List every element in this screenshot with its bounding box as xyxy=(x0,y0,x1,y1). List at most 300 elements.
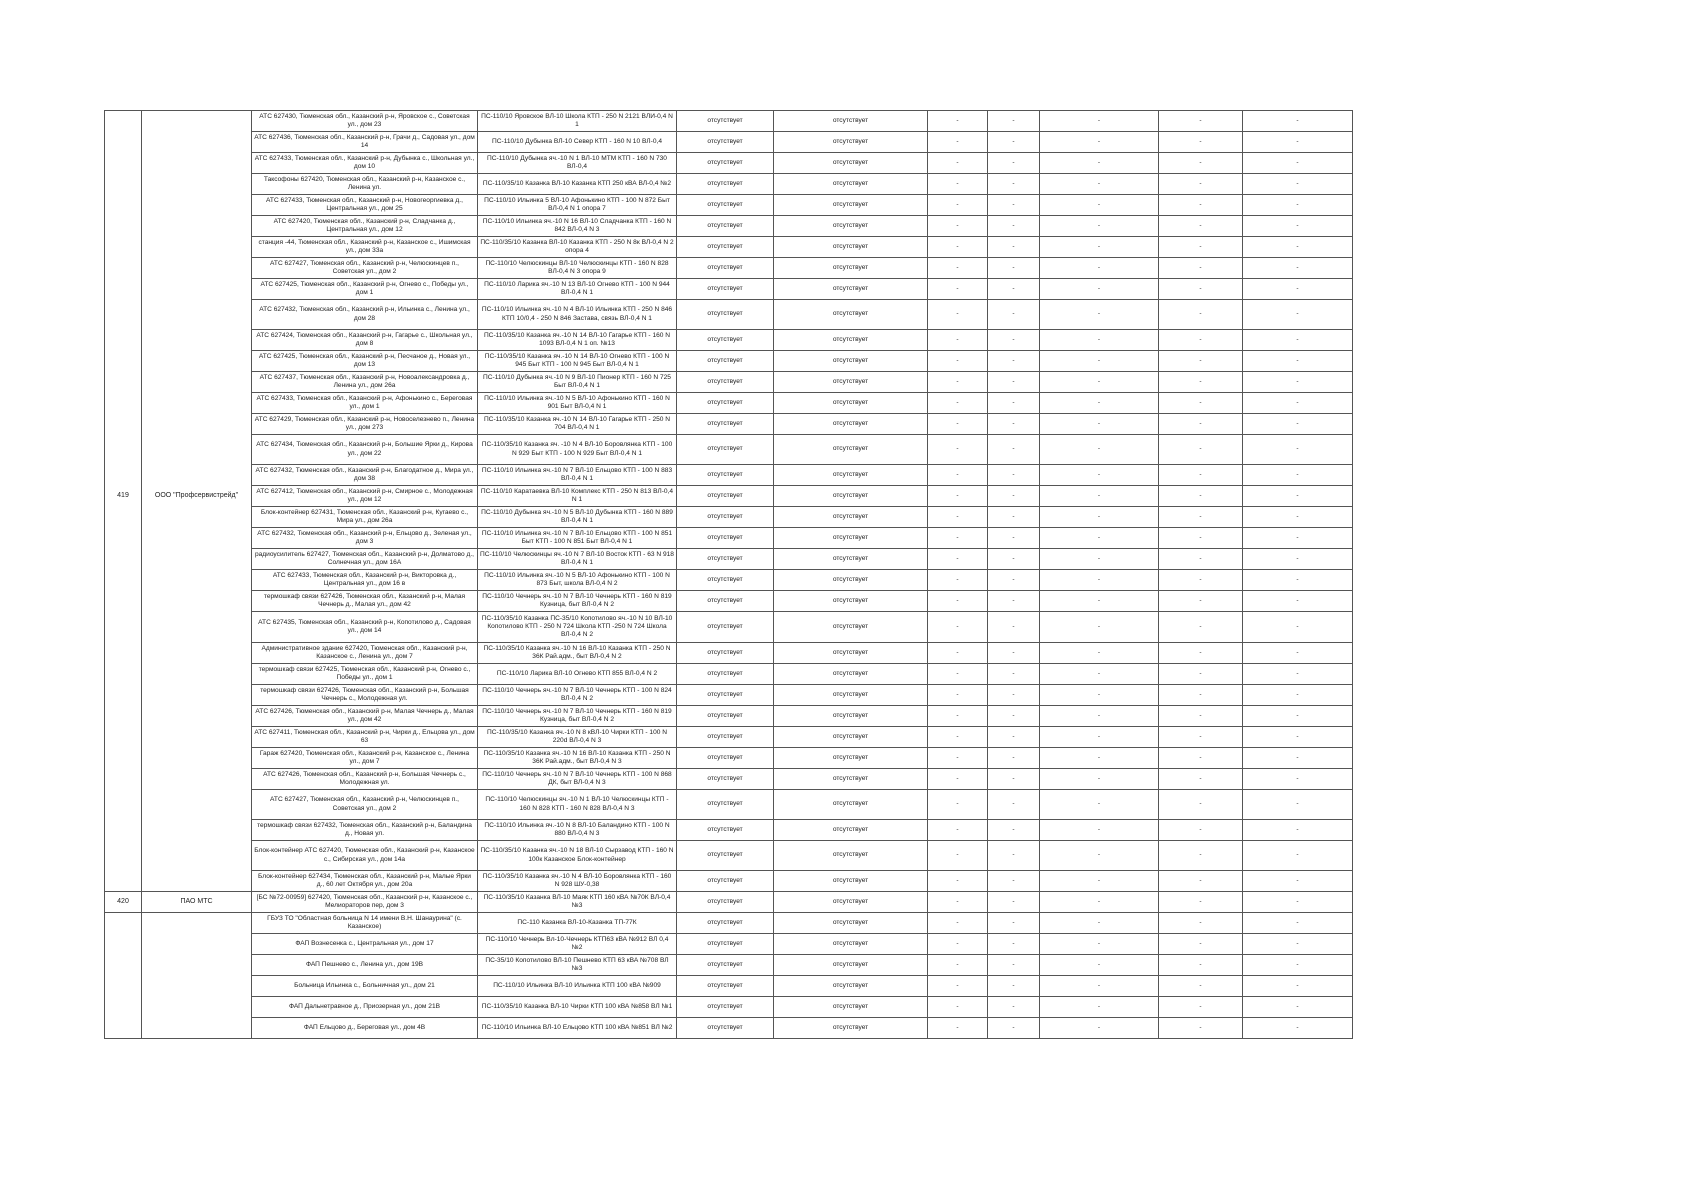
dash-cell: - xyxy=(1159,643,1243,664)
dash-cell: - xyxy=(928,997,988,1018)
dash-cell: - xyxy=(928,132,988,153)
table-row xyxy=(105,528,1353,549)
object-address-cell: АТС 627427, Тюменская обл., Казанский р-н, Челюскинцев п., Советская ул., дом 2 xyxy=(252,258,478,279)
dash-cell: - xyxy=(1243,258,1353,279)
power-source-cell: ПС-110/35/10 Казанка яч. -10 N 4 ВЛ-10 Боровлянка КТП - 100 N 929 Быт КТП - 100 N 929 Быт ВЛ-0,4 N 1 xyxy=(478,435,677,465)
power-source-cell: ПС-110/35/10 Казанка ВЛ-10 Маяк КТП 160 кВА №70К ВЛ-0,4 №3 xyxy=(478,892,677,913)
organization-cell xyxy=(142,153,252,174)
dash-cell: - xyxy=(928,871,988,892)
dash-cell: - xyxy=(1040,790,1159,820)
object-address-cell: радиоусилитель 627427, Тюменская обл., Казанский р-н, Долматово д., Солнечная ул., дом 16А xyxy=(252,549,478,570)
dash-cell: - xyxy=(1243,174,1353,195)
object-address-cell: [БС №72-00959] 627420, Тюменская обл., Казанский р-н, Казанское с., Мелиораторов пер, дом 3 xyxy=(252,892,478,913)
autonomous-source-cell: отсутствует xyxy=(774,727,928,748)
dash-cell: - xyxy=(1243,393,1353,414)
dash-cell: - xyxy=(1159,976,1243,997)
organization-cell xyxy=(142,132,252,153)
dash-cell: - xyxy=(928,486,988,507)
dash-cell: - xyxy=(1243,528,1353,549)
object-address-cell: АТС 627427, Тюменская обл., Казанский р-н, Челюскинцев п., Советская ул., дом 2 xyxy=(252,790,478,820)
dash-cell: - xyxy=(1040,976,1159,997)
dash-cell: - xyxy=(988,769,1040,790)
dash-cell: - xyxy=(1040,195,1159,216)
row-number-cell xyxy=(105,330,142,351)
organization-cell xyxy=(142,612,252,643)
organization-cell xyxy=(142,174,252,195)
dash-cell: - xyxy=(1040,748,1159,769)
table-row xyxy=(105,643,1353,664)
table-row xyxy=(105,372,1353,393)
table-row xyxy=(105,414,1353,435)
row-number-cell xyxy=(105,351,142,372)
table-row xyxy=(105,351,1353,372)
dash-cell: - xyxy=(1159,216,1243,237)
dash-cell: - xyxy=(988,414,1040,435)
dash-cell: - xyxy=(1159,997,1243,1018)
dash-cell: - xyxy=(988,435,1040,465)
power-source-cell: ПС-110/10 Челюскинцы яч.-10 N 1 ВЛ-10 Челюскинцы КТП - 160 N 828 КТП - 160 N 828 ВЛ-0,4 N 3 xyxy=(478,790,677,820)
table-row xyxy=(105,976,1353,997)
table-row xyxy=(105,934,1353,955)
dash-cell: - xyxy=(1040,913,1159,934)
dash-cell: - xyxy=(988,528,1040,549)
row-number-cell xyxy=(105,435,142,465)
row-number-cell xyxy=(105,174,142,195)
reserve-source-cell: отсутствует xyxy=(677,643,774,664)
dash-cell: - xyxy=(1040,300,1159,330)
power-source-cell: ПС-110/10 Челюскинцы ВЛ-10 Челюскинцы КТП - 160 N 828 ВЛ-0,4 N 3 опора 9 xyxy=(478,258,677,279)
dash-cell: - xyxy=(988,279,1040,300)
organization-cell xyxy=(142,300,252,330)
autonomous-source-cell: отсутствует xyxy=(774,111,928,132)
dash-cell: - xyxy=(1243,195,1353,216)
dash-cell: - xyxy=(1243,643,1353,664)
table-row xyxy=(105,507,1353,528)
row-number-cell xyxy=(105,111,142,132)
reserve-source-cell: отсутствует xyxy=(677,892,774,913)
object-address-cell: АТС 627426, Тюменская обл., Казанский р-н, Большая Чечнерь с., Молодежная ул. xyxy=(252,769,478,790)
dash-cell: - xyxy=(1243,237,1353,258)
power-source-cell: ПС-110/10 Дубынка яч.-10 N 5 ВЛ-10 Дубынка КТП - 160 N 889 ВЛ-0,4 N 1 xyxy=(478,507,677,528)
dash-cell: - xyxy=(928,727,988,748)
organization-cell xyxy=(142,685,252,706)
dash-cell: - xyxy=(1243,153,1353,174)
table-row xyxy=(105,549,1353,570)
table-row xyxy=(105,820,1353,841)
dash-cell: - xyxy=(1040,351,1159,372)
table-row xyxy=(105,871,1353,892)
object-address-cell: Блок-контейнер 627434, Тюменская обл., Казанский р-н, Малые Ярки д., 60 лет Октября ул., дом 20а xyxy=(252,871,478,892)
dash-cell: - xyxy=(1040,465,1159,486)
organization-cell xyxy=(142,330,252,351)
dash-cell: - xyxy=(1040,435,1159,465)
dash-cell: - xyxy=(1040,685,1159,706)
dash-cell: - xyxy=(988,664,1040,685)
dash-cell: - xyxy=(1159,507,1243,528)
dash-cell: - xyxy=(1159,841,1243,871)
autonomous-source-cell: отсутствует xyxy=(774,643,928,664)
dash-cell: - xyxy=(1159,258,1243,279)
reserve-source-cell: отсутствует xyxy=(677,790,774,820)
organization-cell xyxy=(142,841,252,871)
dash-cell: - xyxy=(1243,769,1353,790)
dash-cell: - xyxy=(1159,706,1243,727)
organization-cell xyxy=(142,465,252,486)
organization-cell xyxy=(142,976,252,997)
dash-cell: - xyxy=(1040,591,1159,612)
dash-cell: - xyxy=(928,465,988,486)
dash-cell: - xyxy=(1243,591,1353,612)
dash-cell: - xyxy=(1159,769,1243,790)
row-number-cell xyxy=(105,465,142,486)
object-address-cell: ФАП Вознесенка с., Центральная ул., дом 17 xyxy=(252,934,478,955)
dash-cell: - xyxy=(988,300,1040,330)
power-source-cell: ПС-110/10 Ильинка яч.-10 N 5 ВЛ-10 Афонькино КТП - 100 N 873 Быт, школа ВЛ-0,4 N 2 xyxy=(478,570,677,591)
object-address-cell: АТС 627424, Тюменская обл., Казанский р-н, Гагарье с., Школьная ул., дом 8 xyxy=(252,330,478,351)
reserve-source-cell: отсутствует xyxy=(677,934,774,955)
autonomous-source-cell: отсутствует xyxy=(774,507,928,528)
power-source-cell: ПС-110/35/10 Казанка ВЛ-10 Чирки КТП 100 кВА №858 ВЛ №1 xyxy=(478,997,677,1018)
power-source-cell: ПС-110/10 Чечнерь Вл-10-Чечнерь КТП63 кВА №912 ВЛ 0,4 №2 xyxy=(478,934,677,955)
dash-cell: - xyxy=(1243,664,1353,685)
power-source-cell: ПС-110 Казанка ВЛ-10-Казанка ТП-77К xyxy=(478,913,677,934)
object-address-cell: Гараж 627420, Тюменская обл., Казанский р-н, Казанское с., Ленина ул., дом 7 xyxy=(252,748,478,769)
autonomous-source-cell: отсутствует xyxy=(774,258,928,279)
table-row xyxy=(105,685,1353,706)
autonomous-source-cell: отсутствует xyxy=(774,612,928,643)
dash-cell: - xyxy=(928,612,988,643)
reserve-source-cell: отсутствует xyxy=(677,706,774,727)
dash-cell: - xyxy=(988,372,1040,393)
dash-cell: - xyxy=(1243,216,1353,237)
dash-cell: - xyxy=(1040,237,1159,258)
organization-cell xyxy=(142,216,252,237)
row-number-cell xyxy=(105,570,142,591)
table-body xyxy=(105,111,1353,1039)
reserve-source-cell: отсутствует xyxy=(677,976,774,997)
reserve-source-cell: отсутствует xyxy=(677,111,774,132)
table-row xyxy=(105,997,1353,1018)
dash-cell: - xyxy=(1159,330,1243,351)
autonomous-source-cell: отсутствует xyxy=(774,174,928,195)
dash-cell: - xyxy=(1243,111,1353,132)
power-source-cell: ПС-110/10 Ильинка яч.-10 N 7 ВЛ-10 Ельцово КТП - 100 N 883 ВЛ-0,4 N 1 xyxy=(478,465,677,486)
dash-cell: - xyxy=(988,507,1040,528)
dash-cell: - xyxy=(1243,132,1353,153)
row-number-cell xyxy=(105,132,142,153)
row-number-cell xyxy=(105,591,142,612)
dash-cell: - xyxy=(1159,1018,1243,1039)
autonomous-source-cell: отсутствует xyxy=(774,153,928,174)
power-source-cell: ПС-110/10 Дубынка яч.-10 N 1 ВЛ-10 МТМ КТП - 160 N 730 ВЛ-0,4 xyxy=(478,153,677,174)
organization-cell xyxy=(142,414,252,435)
autonomous-source-cell: отсутствует xyxy=(774,549,928,570)
dash-cell: - xyxy=(1159,549,1243,570)
dash-cell: - xyxy=(1040,132,1159,153)
dash-cell: - xyxy=(928,174,988,195)
dash-cell: - xyxy=(988,841,1040,871)
organization-cell xyxy=(142,748,252,769)
reserve-source-cell: отсутствует xyxy=(677,435,774,465)
dash-cell: - xyxy=(928,892,988,913)
object-address-cell: АТС 627432, Тюменская обл., Казанский р-н, Ельцово д., Зеленая ул., дом 3 xyxy=(252,528,478,549)
autonomous-source-cell: отсутствует xyxy=(774,871,928,892)
row-number-cell xyxy=(105,1018,142,1039)
dash-cell: - xyxy=(988,549,1040,570)
reserve-source-cell: отсутствует xyxy=(677,1018,774,1039)
dash-cell: - xyxy=(1243,486,1353,507)
dash-cell: - xyxy=(1243,934,1353,955)
dash-cell: - xyxy=(1159,237,1243,258)
organization-cell xyxy=(142,790,252,820)
object-address-cell: АТС 627433, Тюменская обл., Казанский р-н, Викторовка д., Центральная ул., дом 16 в xyxy=(252,570,478,591)
power-source-cell: ПС-110/10 Ильинка яч.-10 N 5 ВЛ-10 Афонькино КТП - 160 N 901 Быт ВЛ-0,4 N 1 xyxy=(478,393,677,414)
dash-cell: - xyxy=(1040,570,1159,591)
reserve-source-cell: отсутствует xyxy=(677,300,774,330)
dash-cell: - xyxy=(1040,643,1159,664)
power-source-cell: ПС-110/35/10 Казанка яч.-10 N 16 ВЛ-10 Казанка КТП - 250 N 36К Рай.адм., быт ВЛ-0,4 N 2 xyxy=(478,643,677,664)
dash-cell: - xyxy=(988,486,1040,507)
dash-cell: - xyxy=(988,111,1040,132)
dash-cell: - xyxy=(1159,153,1243,174)
row-number-cell xyxy=(105,549,142,570)
object-address-cell: АТС 627430, Тюменская обл., Казанский р-н, Яровское с., Советская ул., дом 23 xyxy=(252,111,478,132)
object-address-cell: станция -44, Тюменская обл., Казанский р-н, Казанское с., Ишимская ул., дом 33а xyxy=(252,237,478,258)
power-source-cell: ПС-110/10 Чечнерь яч.-10 N 7 ВЛ-10 Чечнерь КТП - 100 N 824 ВЛ-0,4 N 2 xyxy=(478,685,677,706)
dash-cell: - xyxy=(928,955,988,976)
dash-cell: - xyxy=(1243,507,1353,528)
reserve-source-cell: отсутствует xyxy=(677,486,774,507)
object-address-cell: ФАП Ельцово д., Береговая ул., дом 4В xyxy=(252,1018,478,1039)
row-number-cell xyxy=(105,528,142,549)
dash-cell: - xyxy=(988,892,1040,913)
reserve-source-cell: отсутствует xyxy=(677,820,774,841)
organization-cell xyxy=(142,955,252,976)
autonomous-source-cell: отсутствует xyxy=(774,528,928,549)
dash-cell: - xyxy=(1159,528,1243,549)
autonomous-source-cell: отсутствует xyxy=(774,841,928,871)
object-address-cell: АТС 627412, Тюменская обл., Казанский р-н, Смирное с., Молодежная ул., дом 12 xyxy=(252,486,478,507)
row-number-cell xyxy=(105,300,142,330)
organization-cell xyxy=(142,528,252,549)
object-address-cell: АТС 627429, Тюменская обл., Казанский р-н, Новоселезнево п., Ленина ул., дом 273 xyxy=(252,414,478,435)
dash-cell: - xyxy=(1159,570,1243,591)
dash-cell: - xyxy=(988,1018,1040,1039)
dash-cell: - xyxy=(1040,769,1159,790)
dash-cell: - xyxy=(1040,393,1159,414)
dash-cell: - xyxy=(1243,1018,1353,1039)
row-number-cell xyxy=(105,237,142,258)
power-source-cell: ПС-110/10 Ильинка ВЛ-10 Ильинка КТП 100 кВА №909 xyxy=(478,976,677,997)
reserve-source-cell: отсутствует xyxy=(677,528,774,549)
row-number-cell xyxy=(105,820,142,841)
dash-cell: - xyxy=(1243,549,1353,570)
organization-cell xyxy=(142,258,252,279)
organization-cell: ООО "Профсервистрейд" xyxy=(142,486,252,507)
organization-cell: ПАО МТС xyxy=(142,892,252,913)
dash-cell: - xyxy=(1159,393,1243,414)
object-address-cell: АТС 627425, Тюменская обл., Казанский р-н, Огнево с., Победы ул., дом 1 xyxy=(252,279,478,300)
power-source-cell: ПС-110/35/10 Казанка яч.-10 N 4 ВЛ-10 Боровлянка КТП - 160 N 928 ШУ-0,38 xyxy=(478,871,677,892)
dash-cell: - xyxy=(1040,841,1159,871)
power-source-cell: ПС-110/10 Чечнерь яч.-10 N 7 ВЛ-10 Чечнерь КТП - 160 N 819 Кузница, быт ВЛ-0,4 N 2 xyxy=(478,706,677,727)
row-number-cell xyxy=(105,934,142,955)
table-row xyxy=(105,769,1353,790)
dash-cell: - xyxy=(1159,685,1243,706)
autonomous-source-cell: отсутствует xyxy=(774,372,928,393)
object-address-cell: АТС 627433, Тюменская обл., Казанский р-н, Афонькино с., Береговая ул., дом 1 xyxy=(252,393,478,414)
organization-cell xyxy=(142,871,252,892)
row-number-cell xyxy=(105,913,142,934)
reserve-source-cell: отсутствует xyxy=(677,279,774,300)
reserve-source-cell: отсутствует xyxy=(677,871,774,892)
autonomous-source-cell: отсутствует xyxy=(774,351,928,372)
reserve-source-cell: отсутствует xyxy=(677,591,774,612)
dash-cell: - xyxy=(1040,258,1159,279)
dash-cell: - xyxy=(928,841,988,871)
dash-cell: - xyxy=(928,279,988,300)
dash-cell: - xyxy=(988,570,1040,591)
row-number-cell xyxy=(105,507,142,528)
dash-cell: - xyxy=(928,664,988,685)
dash-cell: - xyxy=(1159,351,1243,372)
organization-cell xyxy=(142,237,252,258)
table-row xyxy=(105,486,1353,507)
dash-cell: - xyxy=(928,435,988,465)
dash-cell: - xyxy=(1159,820,1243,841)
autonomous-source-cell: отсутствует xyxy=(774,790,928,820)
dash-cell: - xyxy=(1159,727,1243,748)
table-row xyxy=(105,1018,1353,1039)
dash-cell: - xyxy=(988,330,1040,351)
organization-cell xyxy=(142,1018,252,1039)
object-address-cell: АТС 627435, Тюменская обл., Казанский р-н, Копотилово д., Садовая ул., дом 14 xyxy=(252,612,478,643)
dash-cell: - xyxy=(1243,871,1353,892)
object-address-cell: ФАП Пешнево с., Ленина ул., дом 19В xyxy=(252,955,478,976)
table-row xyxy=(105,153,1353,174)
autonomous-source-cell: отсутствует xyxy=(774,1018,928,1039)
dash-cell: - xyxy=(1040,892,1159,913)
row-number-cell xyxy=(105,976,142,997)
dash-cell: - xyxy=(1159,913,1243,934)
dash-cell: - xyxy=(1159,612,1243,643)
reserve-source-cell: отсутствует xyxy=(677,465,774,486)
table-row xyxy=(105,216,1353,237)
autonomous-source-cell: отсутствует xyxy=(774,934,928,955)
object-address-cell: Административное здание 627420, Тюменская обл., Казанский р-н, Казанское с., Ленина ул., дом 7 xyxy=(252,643,478,664)
dash-cell: - xyxy=(928,351,988,372)
autonomous-source-cell: отсутствует xyxy=(774,330,928,351)
dash-cell: - xyxy=(1243,892,1353,913)
organization-cell xyxy=(142,549,252,570)
dash-cell: - xyxy=(928,330,988,351)
autonomous-source-cell: отсутствует xyxy=(774,393,928,414)
organization-cell xyxy=(142,372,252,393)
row-number-cell xyxy=(105,279,142,300)
reserve-source-cell: отсутствует xyxy=(677,132,774,153)
dash-cell: - xyxy=(1243,300,1353,330)
table-row xyxy=(105,393,1353,414)
organization-cell xyxy=(142,664,252,685)
dash-cell: - xyxy=(928,528,988,549)
reserve-source-cell: отсутствует xyxy=(677,997,774,1018)
dash-cell: - xyxy=(1159,955,1243,976)
dash-cell: - xyxy=(988,997,1040,1018)
dash-cell: - xyxy=(1243,570,1353,591)
autonomous-source-cell: отсутствует xyxy=(774,685,928,706)
object-address-cell: АТС 627434, Тюменская обл., Казанский р-н, Большие Ярки д., Кирова ул., дом 22 xyxy=(252,435,478,465)
table-row xyxy=(105,174,1353,195)
object-address-cell: ФАП Дальнетравное д., Приозерная ул., дом 21В xyxy=(252,997,478,1018)
dash-cell: - xyxy=(988,174,1040,195)
power-source-cell: ПС-110/10 Ильинка яч.-10 N 7 ВЛ-10 Ельцово КТП - 100 N 851 Быт КТП - 100 N 851 Быт ВЛ-0,4 N 1 xyxy=(478,528,677,549)
reserve-source-cell: отсутствует xyxy=(677,769,774,790)
row-number-cell xyxy=(105,769,142,790)
dash-cell: - xyxy=(1159,664,1243,685)
dash-cell: - xyxy=(1040,934,1159,955)
organization-cell xyxy=(142,643,252,664)
dash-cell: - xyxy=(988,871,1040,892)
dash-cell: - xyxy=(928,258,988,279)
reserve-source-cell: отсутствует xyxy=(677,216,774,237)
dash-cell: - xyxy=(1040,706,1159,727)
dash-cell: - xyxy=(988,258,1040,279)
table-row xyxy=(105,330,1353,351)
reserve-source-cell: отсутствует xyxy=(677,685,774,706)
dash-cell: - xyxy=(1243,465,1353,486)
autonomous-source-cell: отсутствует xyxy=(774,414,928,435)
row-number-cell xyxy=(105,727,142,748)
dash-cell: - xyxy=(928,748,988,769)
table-row xyxy=(105,612,1353,643)
object-address-cell: термошкаф связи 627426, Тюменская обл., Казанский р-н, Малая Чечнерь д., Малая ул., дом 42 xyxy=(252,591,478,612)
dash-cell: - xyxy=(1040,372,1159,393)
dash-cell: - xyxy=(1243,748,1353,769)
power-source-cell: ПС-110/35/10 Казанка яч.-10 N 16 ВЛ-10 Казанка КТП - 250 N 36К Рай.адм., быт ВЛ-0,4 N 3 xyxy=(478,748,677,769)
dash-cell: - xyxy=(928,570,988,591)
dash-cell: - xyxy=(928,820,988,841)
row-number-cell xyxy=(105,955,142,976)
dash-cell: - xyxy=(988,237,1040,258)
reserve-source-cell: отсутствует xyxy=(677,748,774,769)
table-row xyxy=(105,435,1353,465)
autonomous-source-cell: отсутствует xyxy=(774,279,928,300)
dash-cell: - xyxy=(1040,507,1159,528)
row-number-cell xyxy=(105,612,142,643)
reserve-source-cell: отсутствует xyxy=(677,330,774,351)
reserve-source-cell: отсутствует xyxy=(677,612,774,643)
dash-cell: - xyxy=(1243,612,1353,643)
dash-cell: - xyxy=(928,372,988,393)
organization-cell xyxy=(142,279,252,300)
object-address-cell: Блок-контейнер 627431, Тюменская обл., Казанский р-н, Кугаево с., Мира ул., дом 26а xyxy=(252,507,478,528)
dash-cell: - xyxy=(1243,279,1353,300)
object-address-cell: АТС 627426, Тюменская обл., Казанский р-н, Малая Чечнерь д., Малая ул., дом 42 xyxy=(252,706,478,727)
dash-cell: - xyxy=(1243,820,1353,841)
object-address-cell: АТС 627433, Тюменская обл., Казанский р-н, Дубынка с., Школьная ул., дом 10 xyxy=(252,153,478,174)
dash-cell: - xyxy=(988,706,1040,727)
data-table xyxy=(104,110,1353,1039)
organization-cell xyxy=(142,393,252,414)
dash-cell: - xyxy=(1159,790,1243,820)
reserve-source-cell: отсутствует xyxy=(677,393,774,414)
organization-cell xyxy=(142,913,252,934)
organization-cell xyxy=(142,591,252,612)
row-number-cell xyxy=(105,997,142,1018)
dash-cell: - xyxy=(928,237,988,258)
object-address-cell: АТС 627437, Тюменская обл., Казанский р-н, Новоалександровка д., Ленина ул., дом 26а xyxy=(252,372,478,393)
object-address-cell: термошкаф связи 627425, Тюменская обл., Казанский р-н, Огнево с., Победы ул., дом 1 xyxy=(252,664,478,685)
